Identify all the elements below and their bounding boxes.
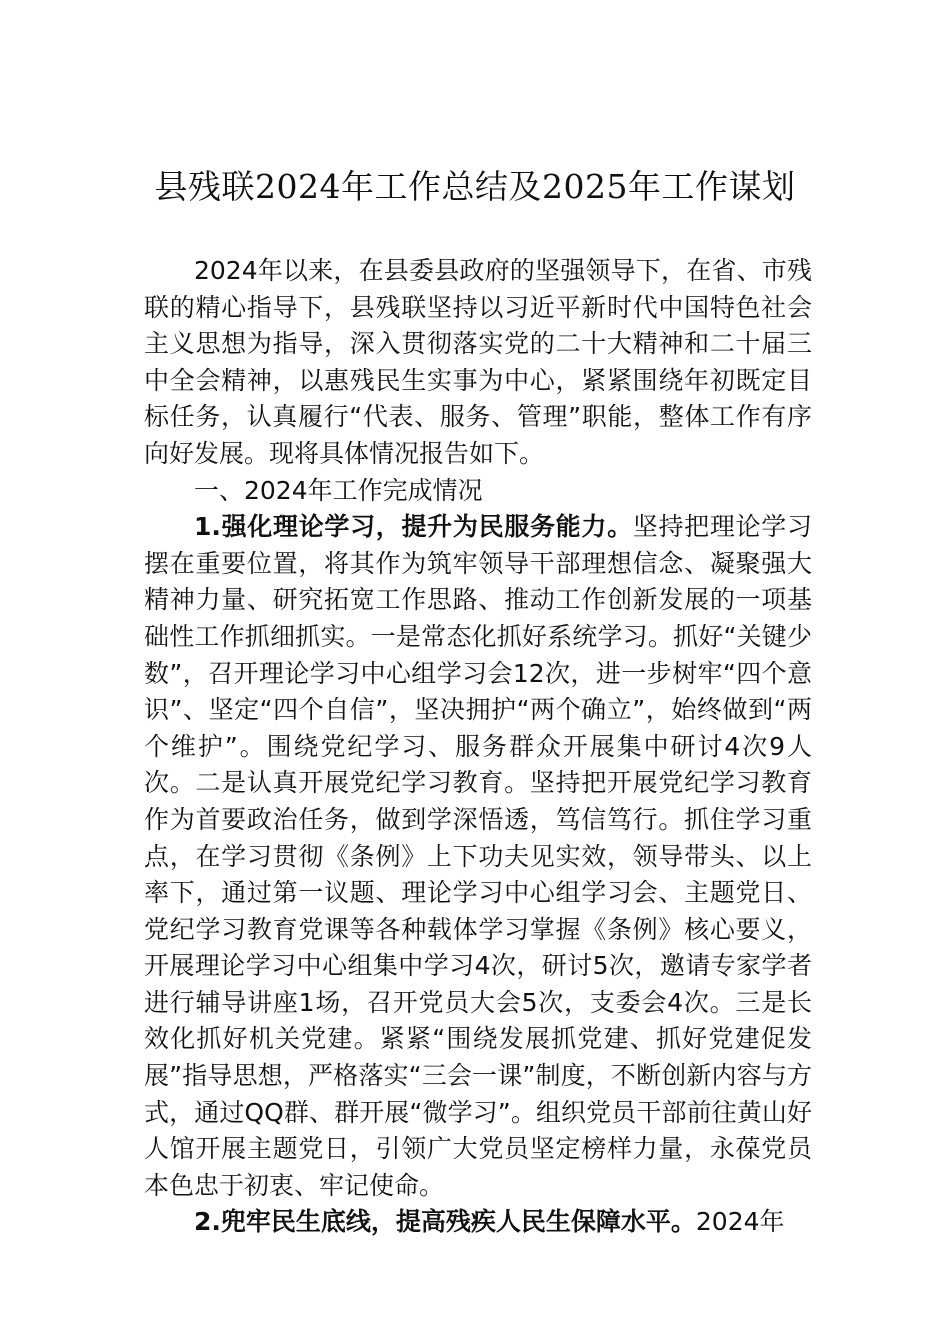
document-title: 县残联2024年工作总结及2025年工作谋划 [154, 167, 796, 206]
item-1-lead: 1.强化理论学习，提升为民服务能力。 [194, 512, 633, 542]
item-1-paragraph [144, 509, 812, 1204]
document-body [144, 253, 812, 1241]
item-2-paragraph [144, 1204, 812, 1241]
item-2-lead: 2.兜牢民生底线，提高残疾人民生保障水平。 [194, 1207, 696, 1237]
item-2-text: 2024年 [695, 1207, 785, 1237]
item-1-text: 坚持把理论学习摆在重要位置，将其作为筑牢领导干部理想信念、凝聚强大精神力量、研究拓宽工作思路、推动工作创新发展的一项基础性工作抓细抓实。一是常态化抓好系统学习。抓好“关键少数”，召开理论学习中心组学习会12次，进一步树牢“四个意识”、坚定“四个自信”，坚决拥护“两个确立”，始终做到“两个维护”。围绕党纪学习、服务群众开展集中研讨4次9人次。二是认真开展党纪学习教育。坚持把开展党纪学习教育作为首要政治任务，做到学深悟透，笃信笃行。抓住学习重点，在学习贯彻《条例》上下功夫见实效，领导带头、以上率下，通过第一议题、理论学习中心组学习会、主题党日、党纪学习教育党课等各种载体学习掌握《条例》核心要义，开展理论学习中心组集中学习4次，研讨5次，邀请专家学者进行辅导讲座1场，召开党员大会5次，支委会4次。三是长效化抓好机关党建。紧紧“围绕发展抓党建、抓好党建促发展”指导思想，严格落实“三会一课”制度，不断创新内容与方式，通过QQ群、群开展“微学习”。组织党员干部前往黄山好人馆开展主题党日，引领广大党员坚定榜样力量，永葆党员本色忠于初衷、牢记使命。 [144, 512, 812, 1200]
section-heading: 一、2024年工作完成情况 [194, 475, 483, 505]
intro-paragraph: 2024年以来，在县委县政府的坚强领导下，在省、市残联的精心指导下，县残联坚持以习近平新时代中国特色社会主义思想为指导，深入贯彻落实党的二十大精神和二十届三中全会精神，以惠残民生实事为中心，紧紧围绕年初既定目标任务，认真履行“代表、服务、管理”职能，整体工作有序向好发展。现将具体情况报告如下。 [144, 256, 812, 468]
